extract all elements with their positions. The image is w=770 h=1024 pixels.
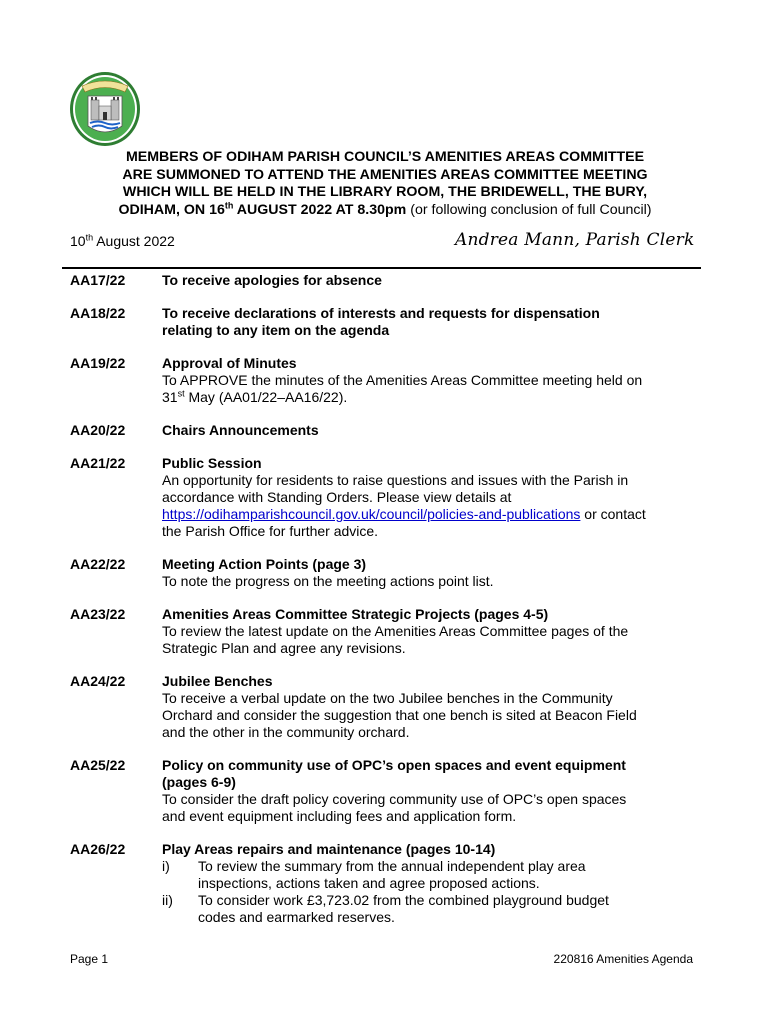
- clerk-signature: Andrea Mann, Parish Clerk: [455, 230, 695, 250]
- item-code: AA23/22: [70, 606, 126, 622]
- item-text-line-1: To receive a verbal update on the two Jubilee benches in the Community: [162, 690, 613, 706]
- item-title: Public Session: [162, 455, 262, 471]
- item-text-line-2: Strategic Plan and agree any revisions.: [162, 640, 406, 656]
- agenda-item-aa17: [70, 272, 710, 289]
- agenda-item-aa25: [70, 757, 710, 825]
- agenda-item-aa18: [70, 305, 710, 339]
- item-text-line-1: To note the progress on the meeting actions point list.: [162, 573, 494, 589]
- item-text-line-4: the Parish Office for further advice.: [162, 523, 379, 539]
- item-text-line-3: and the other in the community orchard.: [162, 724, 410, 740]
- date-sup: th: [85, 232, 94, 243]
- item-text-line-1: An opportunity for residents to raise questions and issues with the Parish in: [162, 472, 629, 488]
- item-code: AA25/22: [70, 757, 126, 773]
- item-title-line-2: relating to any item on the agenda: [162, 322, 390, 338]
- item-text-line-2: [162, 389, 710, 406]
- item-text-line-2: and event equipment including fees and application form.: [162, 808, 517, 824]
- policies-publications-link[interactable]: https://odihamparishcouncil.gov.uk/council/policies-and-publications: [162, 506, 581, 522]
- item-text-line-3: [162, 506, 710, 523]
- heading-line-4-note: (or following conclusion of full Council): [406, 201, 652, 218]
- item-code: AA21/22: [70, 455, 126, 471]
- agenda-item-aa26: [70, 841, 710, 926]
- date-day: 10: [70, 233, 86, 249]
- date-rest: August 2022: [93, 233, 175, 249]
- item-text-line-1: To APPROVE the minutes of the Amenities Areas Committee meeting held on: [162, 372, 643, 388]
- item-title-line-1: Policy on community use of OPC’s open spaces and event equipment: [162, 757, 626, 773]
- agenda-date: [70, 233, 175, 249]
- item-text-line-1: To review the latest update on the Amenities Areas Committee pages of the: [162, 623, 629, 639]
- council-crest-logo: [68, 70, 142, 148]
- sub-item-line-1: To consider work £3,723.02 from the combined playground budget: [198, 892, 609, 908]
- heading-line-3: WHICH WILL BE HELD IN THE LIBRARY ROOM, THE BRIDEWELL, THE BURY,: [122, 184, 648, 200]
- agenda-item-aa19: [70, 355, 710, 406]
- heading-line-4-a: ODIHAM, ON 16: [118, 201, 225, 218]
- sub-item-i: [162, 858, 710, 892]
- sub-item-number: i): [162, 858, 170, 874]
- agenda-item-aa22: [70, 556, 710, 590]
- header-divider: [62, 267, 701, 269]
- item-text-line-1: To consider the draft policy covering community use of OPC’s open spaces: [162, 791, 627, 807]
- heading-line-1: MEMBERS OF ODIHAM PARISH COUNCIL’S AMENITIES AREAS COMMITTEE: [125, 149, 645, 165]
- heading-line-4-sup: th: [224, 199, 234, 210]
- item-title-line-1: To receive declarations of interests and requests for dispensation: [162, 305, 600, 321]
- sub-item-line-2: inspections, actions taken and agree proposed actions.: [198, 875, 540, 891]
- item-title: Meeting Action Points (page 3): [162, 556, 367, 572]
- item-text-line-3-after: or contact: [580, 506, 646, 522]
- page-number: Page 1: [70, 952, 109, 966]
- sub-item-number: ii): [162, 892, 173, 908]
- item-code: AA26/22: [70, 841, 126, 857]
- heading-line-4: [60, 199, 710, 220]
- agenda-item-aa23: [70, 606, 710, 657]
- heading-line-4-b: AUGUST 2022 AT 8.30pm: [233, 201, 407, 218]
- item-title-line-2: (pages 6-9): [162, 774, 236, 790]
- item-title: To receive apologies for absence: [162, 272, 382, 288]
- sub-item-line-2: codes and earmarked reserves.: [198, 909, 395, 925]
- agenda-item-aa20: [70, 422, 710, 439]
- item-text-line-2: accordance with Standing Orders. Please view details at: [162, 489, 512, 505]
- item-text-line-2-a: 31: [162, 389, 178, 405]
- document-reference: 220816 Amenities Agenda: [553, 952, 693, 966]
- sub-item-ii: [162, 892, 710, 926]
- sub-item-line-1: To review the summary from the annual independent play area: [198, 858, 586, 874]
- item-code: AA17/22: [70, 272, 126, 288]
- item-title: Approval of Minutes: [162, 355, 297, 371]
- agenda-items: [70, 272, 710, 942]
- heading-line-2: ARE SUMMONED TO ATTEND THE AMENITIES AREAS COMMITTEE MEETING: [122, 166, 648, 183]
- item-title: Play Areas repairs and maintenance (pages 10-14): [162, 841, 496, 857]
- item-code: AA20/22: [70, 422, 126, 438]
- item-title: Jubilee Benches: [162, 673, 273, 689]
- item-text-line-2: Orchard and consider the suggestion that one bench is sited at Beacon Field: [162, 707, 637, 723]
- item-code: AA18/22: [70, 305, 126, 321]
- item-code: AA22/22: [70, 556, 126, 572]
- item-title: Amenities Areas Committee Strategic Projects (pages 4-5): [162, 606, 549, 622]
- agenda-item-aa21: [70, 455, 710, 540]
- agenda-item-aa24: [70, 673, 710, 741]
- item-text-line-2-sup: st: [177, 388, 185, 399]
- meeting-summons-heading: [60, 149, 710, 219]
- item-code: AA19/22: [70, 355, 126, 371]
- item-text-line-2-b: May (AA01/22–AA16/22).: [184, 389, 348, 405]
- item-title: Chairs Announcements: [162, 422, 319, 438]
- item-code: AA24/22: [70, 673, 126, 689]
